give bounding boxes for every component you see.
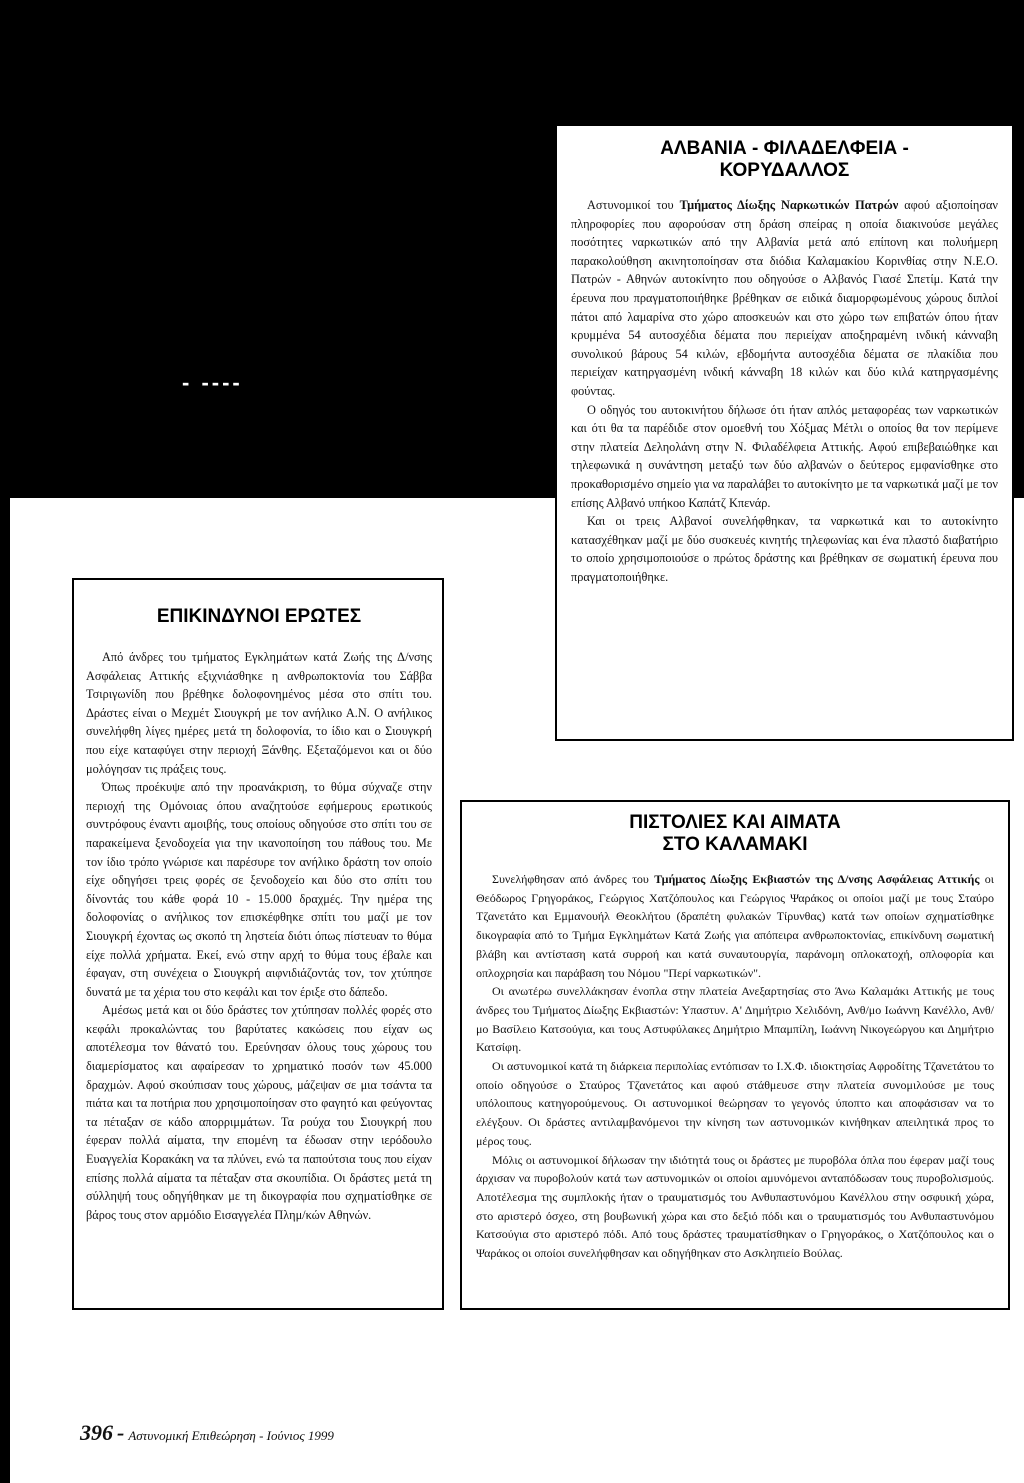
article-kalamaki-paragraph-4: Μόλις οι αστυνομικοί δήλωσαν την ιδιότητά τους οι δράστες με πυροβόλα όπλα που έφεραν μαζί τους άρχισαν να πυροβολούν κατά των αστυνομικών οι οποίοι αμυνόμενοι ανταπόδωσαν τους πυροβολισμούς. Αποτέλεσμα της συμπλοκής ήταν ο τραυματισμός του Ανθυπαστυνόμου Κανέλλου στην οσφυική χώρα, στο αριστερό όσχεο, στη βουβωνική χώρα και στο δεξιό πόδι και ο τραυματισμός του Ανθυπαστυνόμου Κατσούγια στο αριστερό πόδι. Από τους δράστες τραυματίσθηκαν ο Γρηγοράκος, ο Χατζόπουλος και ο Ψαράκος οι οποίοι συνελήφθησαν και οδηγήθηκαν στο Ασκληπιείο Βούλας.	[476, 1152, 994, 1261]
body-text: αφού αξιοποίησαν πληροφορίες που αφορούσαν στη δράση σπείρας η οποία διακινούσε μεγάλες ποσότητες ναρκωτικών από την Αλβανία μετά από επίπονη και πολυήμερη παρακολούθηση ακινητοποίησαν στα διόδια Καλαμακίου Κορινθίας στην Ν.Ε.Ο. Πατρών - Αθηνών αυτοκίνητο που οδηγούσε ο Αλβανός Γιασέ Σπετίμ. Κατά την έρευνα που πραγματοποιήθηκε βρέθηκαν σε ειδικά διαμορφωμένους χώρους διπλοί πάτοι από λαμαρίνα στο χώρο αποσκευών και στο χώρο των επιβατών όπου ήταν κρυμμένα 54 αυτοσχέδια δέματα που περιείχαν αποξηραμένη ινδική κάνναβη συνολικού βάρους 54 κιλών, εβδομήντα αυτοσχέδια δέματα σε πλακίδια που περιείχαν κατηργασμένη ινδική κάνναβη 18 κιλών και δύο κιλά κατηργασμένης φούντας.	[571, 198, 998, 398]
article-kalamaki	[460, 800, 1010, 1310]
bold-text: Τμήματος Δίωξης Εκβιαστών της Δ/νσης Ασφάλειας Αττικής	[654, 872, 980, 886]
page-footer	[80, 1420, 334, 1446]
article-kalamaki-title	[476, 812, 994, 856]
publication-name: Αστυνομική Επιθεώρηση - Ιούνιος 1999	[128, 1428, 334, 1443]
page-number: 396	[80, 1420, 113, 1445]
article-albania-paragraph-3: Και οι τρεις Αλβανοί συνελήφθηκαν, τα ναρκωτικά και το αυτοκίνητο κατασχέθηκαν μαζί με δύο συσκευές κινητής τηλεφωνίας και ένα πλαστό διαβατήριο το οποίο χρησιμοποιούσε ο πρώτος δράστης και βρέθηκαν σε σωματική έρευνα που πραγματοποιήθηκε.	[571, 514, 998, 584]
article-kalamaki-paragraph-2: Οι ανωτέρω συνελλάκησαν ένοπλα στην πλατεία Ανεξαρτησίας στο Άνω Καλαμάκι Αττικής με τους άνδρες του Τμήματος Δίωξης Εκβιαστών: Υπαστυν. Α' Δημήτριο Χελιδόνη, Ανθ/μο Ιωάννη Κανέλλο, Ανθ/μο Βασίλειο Κατσούγια, και τους Αστυφύλακες Δημήτριο Μπαμπίλη, Ιωάννη Νικογεώργου και Δημήτριο Κατσίφη.	[476, 984, 994, 1055]
title-line-1: ΠΙΣΤΟΛΙΕΣ ΚΑΙ ΑΙΜΑΤΑ	[629, 812, 841, 833]
article-albania-paragraph-1	[571, 196, 998, 401]
footer-separator: -	[117, 1420, 125, 1445]
article-albania-paragraph-2: Ο οδηγός του αυτοκινήτου δήλωσε ότι ήταν απλός μεταφορέας των ναρκωτικών και ότι θα τα παρέδιδε στον ομοεθνή του Χόξμας Μέτλι ο οποίος θα τον περίμενε στην πλατεία Δεληολάνη στην Ν. Φιλαδέλφεια Αττικής. Αφού επιβεβαιώθηκε και τηλεφωνικά η συνάντηση μεταξύ των δύο αλβανών ο δεύτερος εμφανίσθηκε στο προκαθορισμένο σημείο για να παραλάβει το αυτοκίνητο με τα ναρκωτικά μαζί με τον επίσης Αλβανό υπήκοο Καπάτζ Κπενάρ.	[571, 402, 998, 510]
article-kalamaki-paragraph-3: Οι αστυνομικοί κατά τη διάρκεια περιπολίας εντόπισαν το Ι.Χ.Φ. ιδιοκτησίας Αφροδίτης Τζανετάτου το οποίο οδηγούσε ο Σταύρος Τζανετάτος και αφού στάθμευσε στην πλατεία συνομιλούσε με τους υπόλοιπους κατηγορούμενους. Οι αστυνομικοί θεώρησαν το γεγονός ύποπτο και αποφάσισαν να το ελέγξουν. Οι δράστες αντιλαμβανόμενοι την κίνηση των αστυνομικών κινήθηκαν απειλητικά προς το μέρος τους.	[476, 1059, 994, 1148]
article-dangerous-loves-paragraph-2: Όπως προέκυψε από την προανάκριση, το θύμα σύχναζε στην περιοχή της Ομόνοιας όπου αναζητούσε εφήμερους ερωτικούς συντρόφους έναντι αμοιβής, τους οποίους οδηγούσε στο σπίτι του σε παρακείμενα ξενοδοχεία για την ικανοποίηση του πάθους του. Με τον ίδιο τρόπο γνώρισε και παρέσυρε τον ανήλικο δράστη τον οποίο είχε οδηγήσει τρεις φορές σε ξενοδοχείο και δύο στο σπίτι του δίνοντάς του κάθε φορά 10 - 15.000 δραχμές. Την ημέρα της δολοφονίας ο ανήλικος τον επισκέφθηκε σπίτι του μαζί με τον Σιουγκρή έχοντας ως σκοπό τη ληστεία διότι όπως πίστευαν το θύμα είχε πολλά χρήματα. Εκεί, ενώ στην αρχή το θύμα τους έβαλε και έφαγαν, στη συνέχεια ο Σιουγκρή αιφνιδιάζοντάς τον, τον χτύπησε δυνατά με τα χέρια του στο κεφάλι και τον έριξε στο δάπεδο.	[86, 780, 432, 999]
article-albania	[555, 124, 1014, 741]
article-dangerous-loves-paragraph-1: Από άνδρες του τμήματος Εγκλημάτων κατά Ζωής της Δ/νσης Ασφάλειας Αττικής εξιχνιάσθηκε η ανθρωποκτονία του Σάββα Τσιριγωνίδη που βρέθηκε δολοφονημένος μέσα στο σπίτι του. Δράστες είναι ο Μεχμέτ Σιουγκρή με τον ανήλικο Α.Ν. Ο ανήλικος συνελήφθη λίγες ημέρες μετά τη δολοφονία, το ίδιο και ο Σιουγκρή που είχε καταφύγει στην περιοχή Ξάνθης. Εξεταζόμενοι και οι δύο μολόγησαν τις πράξεις τους.	[86, 650, 432, 776]
article-albania-title	[571, 138, 998, 182]
title-line-2: ΣΤΟ ΚΑΛΑΜΑΚΙ	[662, 834, 808, 855]
article-dangerous-loves	[72, 578, 444, 1310]
dash-ornament: - ----	[182, 370, 243, 395]
left-edge-strip	[0, 498, 10, 1483]
title-line-1: ΑΛΒΑΝΙΑ - ΦΙΛΑΔΕΛΦΕΙΑ -	[660, 138, 909, 159]
lead-text: Αστυνομικοί του	[587, 198, 674, 212]
article-kalamaki-paragraph-1	[476, 870, 994, 982]
article-dangerous-loves-paragraph-3: Αμέσως μετά και οι δύο δράστες τον χτύπησαν πολλές φορές στο κεφάλι προκαλώντας του βαρύτατες κακώσεις που είχαν ως αποτέλεσμα τον θάνατό του. Ερεύνησαν όλους τους χώρους του διαμερίσματος και αφαίρεσαν το χρηματικό ποσόν των 45.000 δραχμών. Αφού σκούπισαν τους χώρους, μάζεψαν σε μια τσάντα τα πιάτα και τα ποτήρια που χρησιμοποίησαν στο φαγητό και φεύγοντας τα πέταξαν σε κάδο απορριμμάτων. Τα ρούχα του Σιουγκρή που έφεραν πολλά αίματα, την επομένη τα έδωσαν στην ιερόδουλο Ευαγγελία Κορακάκη να τα πλύνει, ενώ τα παπούτσια τους που είχαν επίσης πολλά αίματα τα πέταξαν στα σκουπίδια. Οι δράστες μετά τη σύλληψή τους οδηγήθηκαν με τη δικογραφία που σχηματίσθηκε σε βάρος τους στον αρμόδιο Εισαγγελέα Πλημ/κών Αθηνών.	[86, 1003, 432, 1222]
body-text: οι Θεόδωρος Γρηγοράκος, Γεώργιος Χατζόπουλος και Γεώργιος Ψαράκος οι οποίοι μαζί με τους Σταύρο Τζανετάτο και Εμμανουήλ Θεοκλήτου (δραπέτη φυλακών Τίρυνθας) κατά των οποίων σχηματίσθηκε δικογραφία από το Τμήμα Εγκλημάτων Κατά Ζωής για απόπειρα ανθρωποκτονίας, επικίνδυνη σωματική βλάβη και αντίσταση κατά συρροή και κατά συναυτουργία, παράνομη οπλοκατοχή, οπλοφορία και οπλοχρησία και παράβαση του Νόμου "Περί ναρκωτικών".	[476, 872, 995, 980]
article-dangerous-loves-title: ΕΠΙΚΙΝΔΥΝΟΙ ΕΡΩΤΕΣ	[156, 606, 362, 627]
lead-text: Συνελήφθησαν από άνδρες του	[492, 872, 649, 886]
title-line-2: ΚΟΡΥΔΑΛΛΟΣ	[719, 160, 850, 181]
bold-text: Τμήματος Δίωξης Ναρκωτικών Πατρών	[679, 198, 899, 212]
